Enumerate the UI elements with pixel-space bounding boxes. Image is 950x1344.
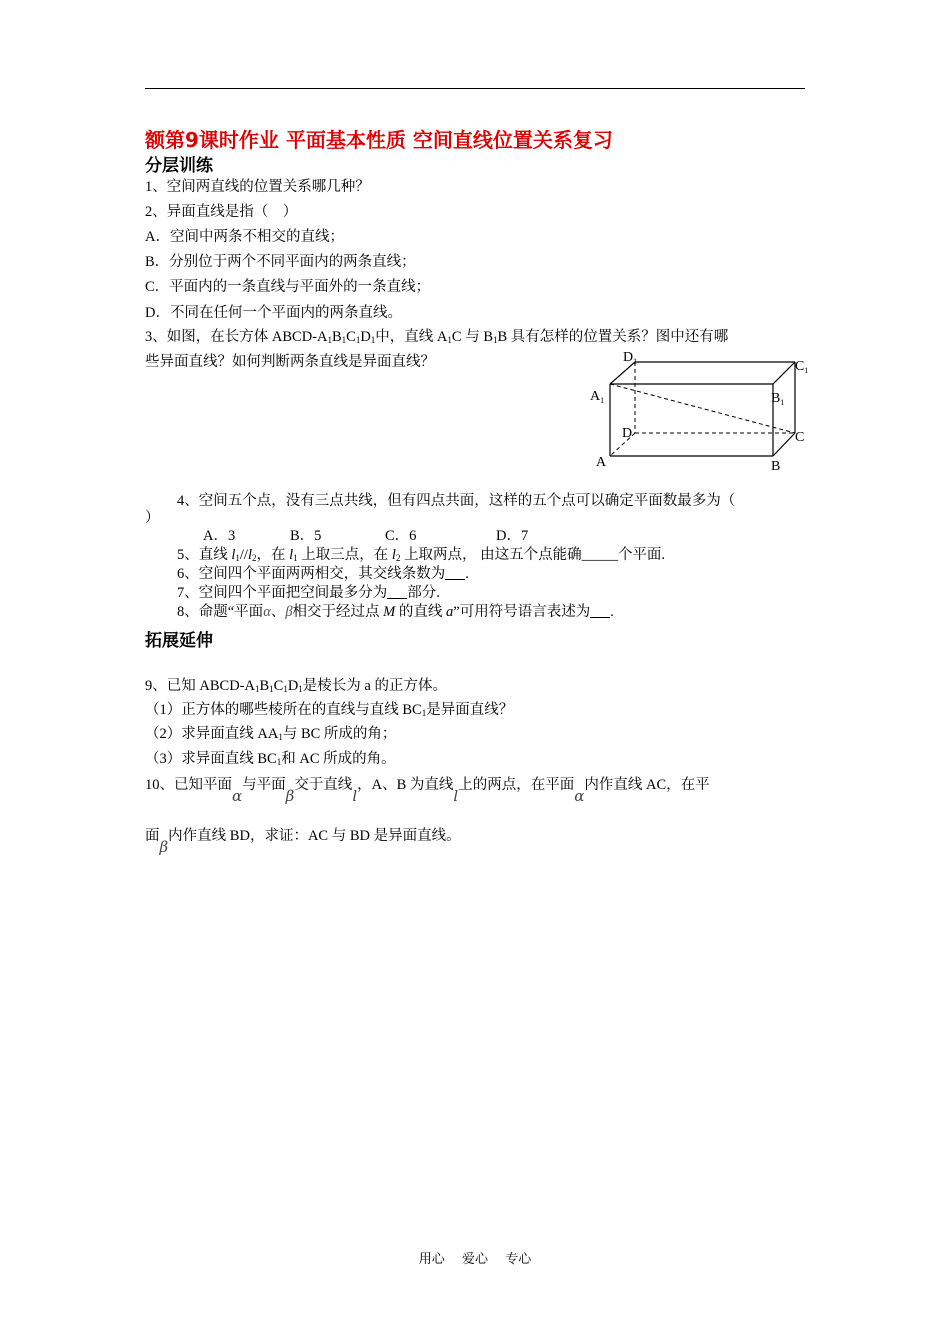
question-8-blank[interactable] <box>590 603 610 618</box>
question-10-line-2: 面β内作直线 BD，求证：AC 与 BD 是异面直线。 <box>145 828 461 856</box>
question-8: 8、命题“平面α、β相交于经过点 M 的直线 a”可用符号语言表述为 . <box>177 604 614 620</box>
question-5-blank[interactable]: _____ <box>581 547 618 563</box>
question-4-option-d: D．7 <box>496 528 529 544</box>
label-d: D <box>622 426 633 441</box>
question-7-blank[interactable] <box>387 584 407 599</box>
question-9-item-1: （1）正方体的哪些棱所在的直线与直线 $BC_1$是异面直线？ <box>145 702 514 718</box>
question-2-stem: 2、异面直线是指（ ） <box>145 204 298 220</box>
question-3-line-2: 些异面直线？如何判断两条直线是异面直线？ <box>145 354 435 370</box>
label-d1: $D_1$ <box>623 350 638 366</box>
question-2-option-c: C．平面内的一条直线与平面外的一条直线； <box>145 279 431 295</box>
edge-c-b <box>773 433 795 456</box>
question-2-option-d: D．不同在任何一个平面内的两条直线。 <box>145 305 402 321</box>
section-heading-extension: 拓展延伸 <box>145 631 213 651</box>
label-a: A <box>596 455 607 470</box>
header-rule <box>145 88 805 89</box>
question-3-line-1: 3、如图，在长方体 ABCD-$A_1B_1C_1D_1$中，直线 $A_1C$ 与 $B_1B$ 具有怎样的位置关系？图中还有哪 <box>145 329 729 345</box>
question-6-blank[interactable] <box>445 565 465 580</box>
question-9-item-3: （3）求异面直线 $BC_1$和 AC 所成的角。 <box>145 751 396 767</box>
question-5: 5、直线 $l_1//l_2$，在 $l_1$ 上取三点，在 $l_2$ 上取两点， 由这五个点能确_____个平面. <box>177 547 666 563</box>
question-4-option-a: A．3 <box>203 528 236 544</box>
question-2-option-b: B．分别位于两个不同平面内的两条直线； <box>145 254 416 270</box>
question-1: 1、空间两直线的位置关系哪几种？ <box>145 179 370 195</box>
label-c: C <box>795 430 805 445</box>
question-4-option-b: B．5 <box>290 528 322 544</box>
section-heading-layered-training: 分层训练 <box>145 156 213 176</box>
question-4-stem: 4、空间五个点，没有三点共线，但有四点共面，这样的五个点可以确定平面数最多为（ <box>177 493 736 509</box>
question-4-options <box>203 526 528 546</box>
question-9-stem: 9、已知 ABCD-$A_1B_1C_1D_1$是棱长为 a 的正方体。 <box>145 678 447 694</box>
question-7: 7、空间四个平面把空间最多分为 部分. <box>177 585 440 601</box>
label-c1: $C_1$ <box>795 359 809 375</box>
edge-a1-d1 <box>610 362 635 384</box>
page-title: 额第9课时作业 平面基本性质 空间直线位置关系复习 <box>145 128 613 152</box>
question-2-option-a: A．空间中两条不相交的直线； <box>145 229 344 245</box>
edge-c1-b1 <box>773 362 795 384</box>
page-footer: 用心 爱心 专心 <box>418 1251 532 1266</box>
question-4-option-c: C．6 <box>385 528 417 544</box>
question-4-close-paren: ） <box>145 510 160 526</box>
label-b: B <box>771 459 781 474</box>
question-9-item-2: （2）求异面直线 $AA_1$与 BC 所成的角； <box>145 726 397 742</box>
question-6: 6、空间四个平面两两相交，其交线条数为 . <box>177 566 469 582</box>
diagonal-a1-c <box>610 384 795 433</box>
label-a1: $A_1$ <box>590 389 605 405</box>
label-b1: $B_1$ <box>771 391 785 407</box>
cuboid-figure <box>585 346 815 474</box>
question-10-line-1: 10、已知平面α与平面β交于直线l，A、B 为直线l上的两点，在平面α内作直线 AC，在平 <box>145 777 710 805</box>
